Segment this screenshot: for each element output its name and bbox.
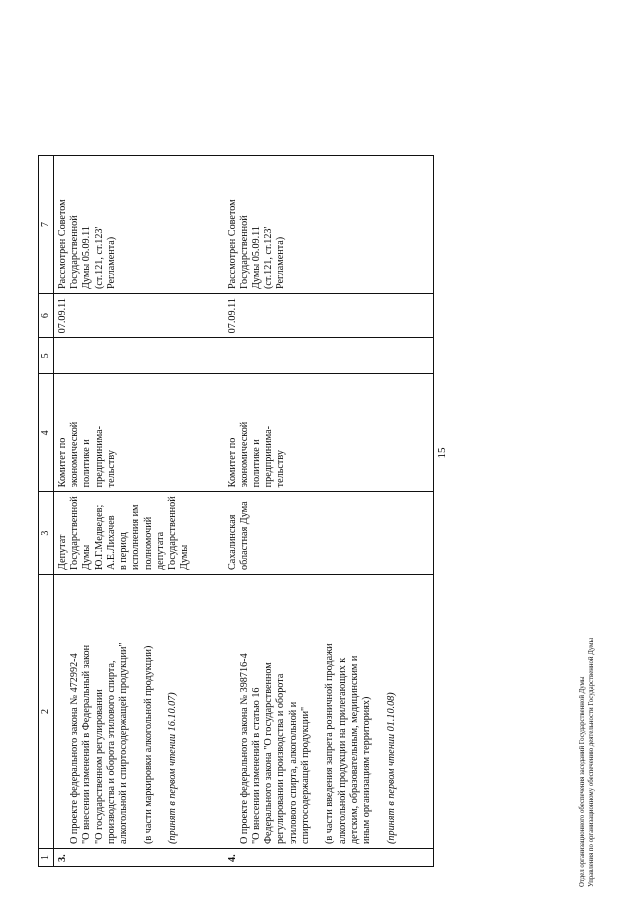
row-number: 4. [224, 849, 434, 867]
responsible-committee: Комитет по экономической политике и предпринима- тельству [224, 374, 434, 492]
date-cell: 07.09.11 [54, 294, 224, 338]
date-cell: 07.09.11 [224, 294, 434, 338]
first-reading-note: (принят в первом чтении 16.10.07) [167, 692, 179, 844]
column-5-cell [224, 338, 434, 374]
column-number: 5 [39, 338, 54, 374]
table-row [54, 156, 224, 867]
council-note: Рассмотрен Советом Государственной Думы 05.09.11 (ст.121, ст.123' Регламента) [224, 156, 434, 294]
bill-title-cell [54, 575, 224, 849]
table-row [224, 156, 434, 867]
council-note: Рассмотрен Советом Государственной Думы 05.09.11 (ст.121, ст.123' Регламента) [54, 156, 224, 294]
footer-line: Управления по организационному обеспечению деятельности Государственной Думы [588, 637, 596, 887]
column-number-row [39, 156, 54, 867]
bill-subject: (в части маркировки алкогольной продукции) [142, 645, 154, 844]
column-number: 6 [39, 294, 54, 338]
bill-author: Сахалинская областная Дума [224, 492, 434, 575]
column-number: 7 [39, 156, 54, 294]
responsible-committee: Комитет по экономической политике и предпринима- тельству [54, 374, 224, 492]
bill-author: Депутат Государственной Думы Ю.Г.Медведев; А.Е.Лихачев в период исполнения им полномочий депутата Государственной Думы [54, 492, 224, 575]
page-number: 15 [436, 447, 448, 459]
column-5-cell [54, 338, 224, 374]
bill-title: О проекте федерального закона № 472992-4 "О внесении изменений в Федеральный закон "О государственном регулировании производства и оборота этилового спирта, алкогольной и спиртосодержащей продукции" [69, 642, 130, 844]
footer-line: Отдел организационного обеспечения заседаний Государственной Думы [579, 676, 586, 887]
row-number: 3. [54, 849, 224, 867]
bill-title: О проекте федерального закона № 398716-4 "О внесении изменений в статью 16 Федерального закона "О государственном регулировании производства и оборота этилового спирта, алкогольной и спиртосодержащей продукции" [238, 653, 311, 844]
footer [578, 638, 596, 887]
bill-title-cell [224, 575, 434, 849]
first-reading-note: (принят в первом чтении 01.10.08) [385, 692, 397, 844]
column-number: 3 [39, 492, 54, 575]
bills-table [38, 155, 434, 867]
column-number: 1 [39, 849, 54, 867]
column-number: 4 [39, 374, 54, 492]
bill-subject: (в части введения запрета розничной продажи алкогольной продукции на прилегающих к детским, образовательным, медицинским и иным организациям территориях) [324, 643, 373, 844]
column-number: 2 [39, 575, 54, 849]
